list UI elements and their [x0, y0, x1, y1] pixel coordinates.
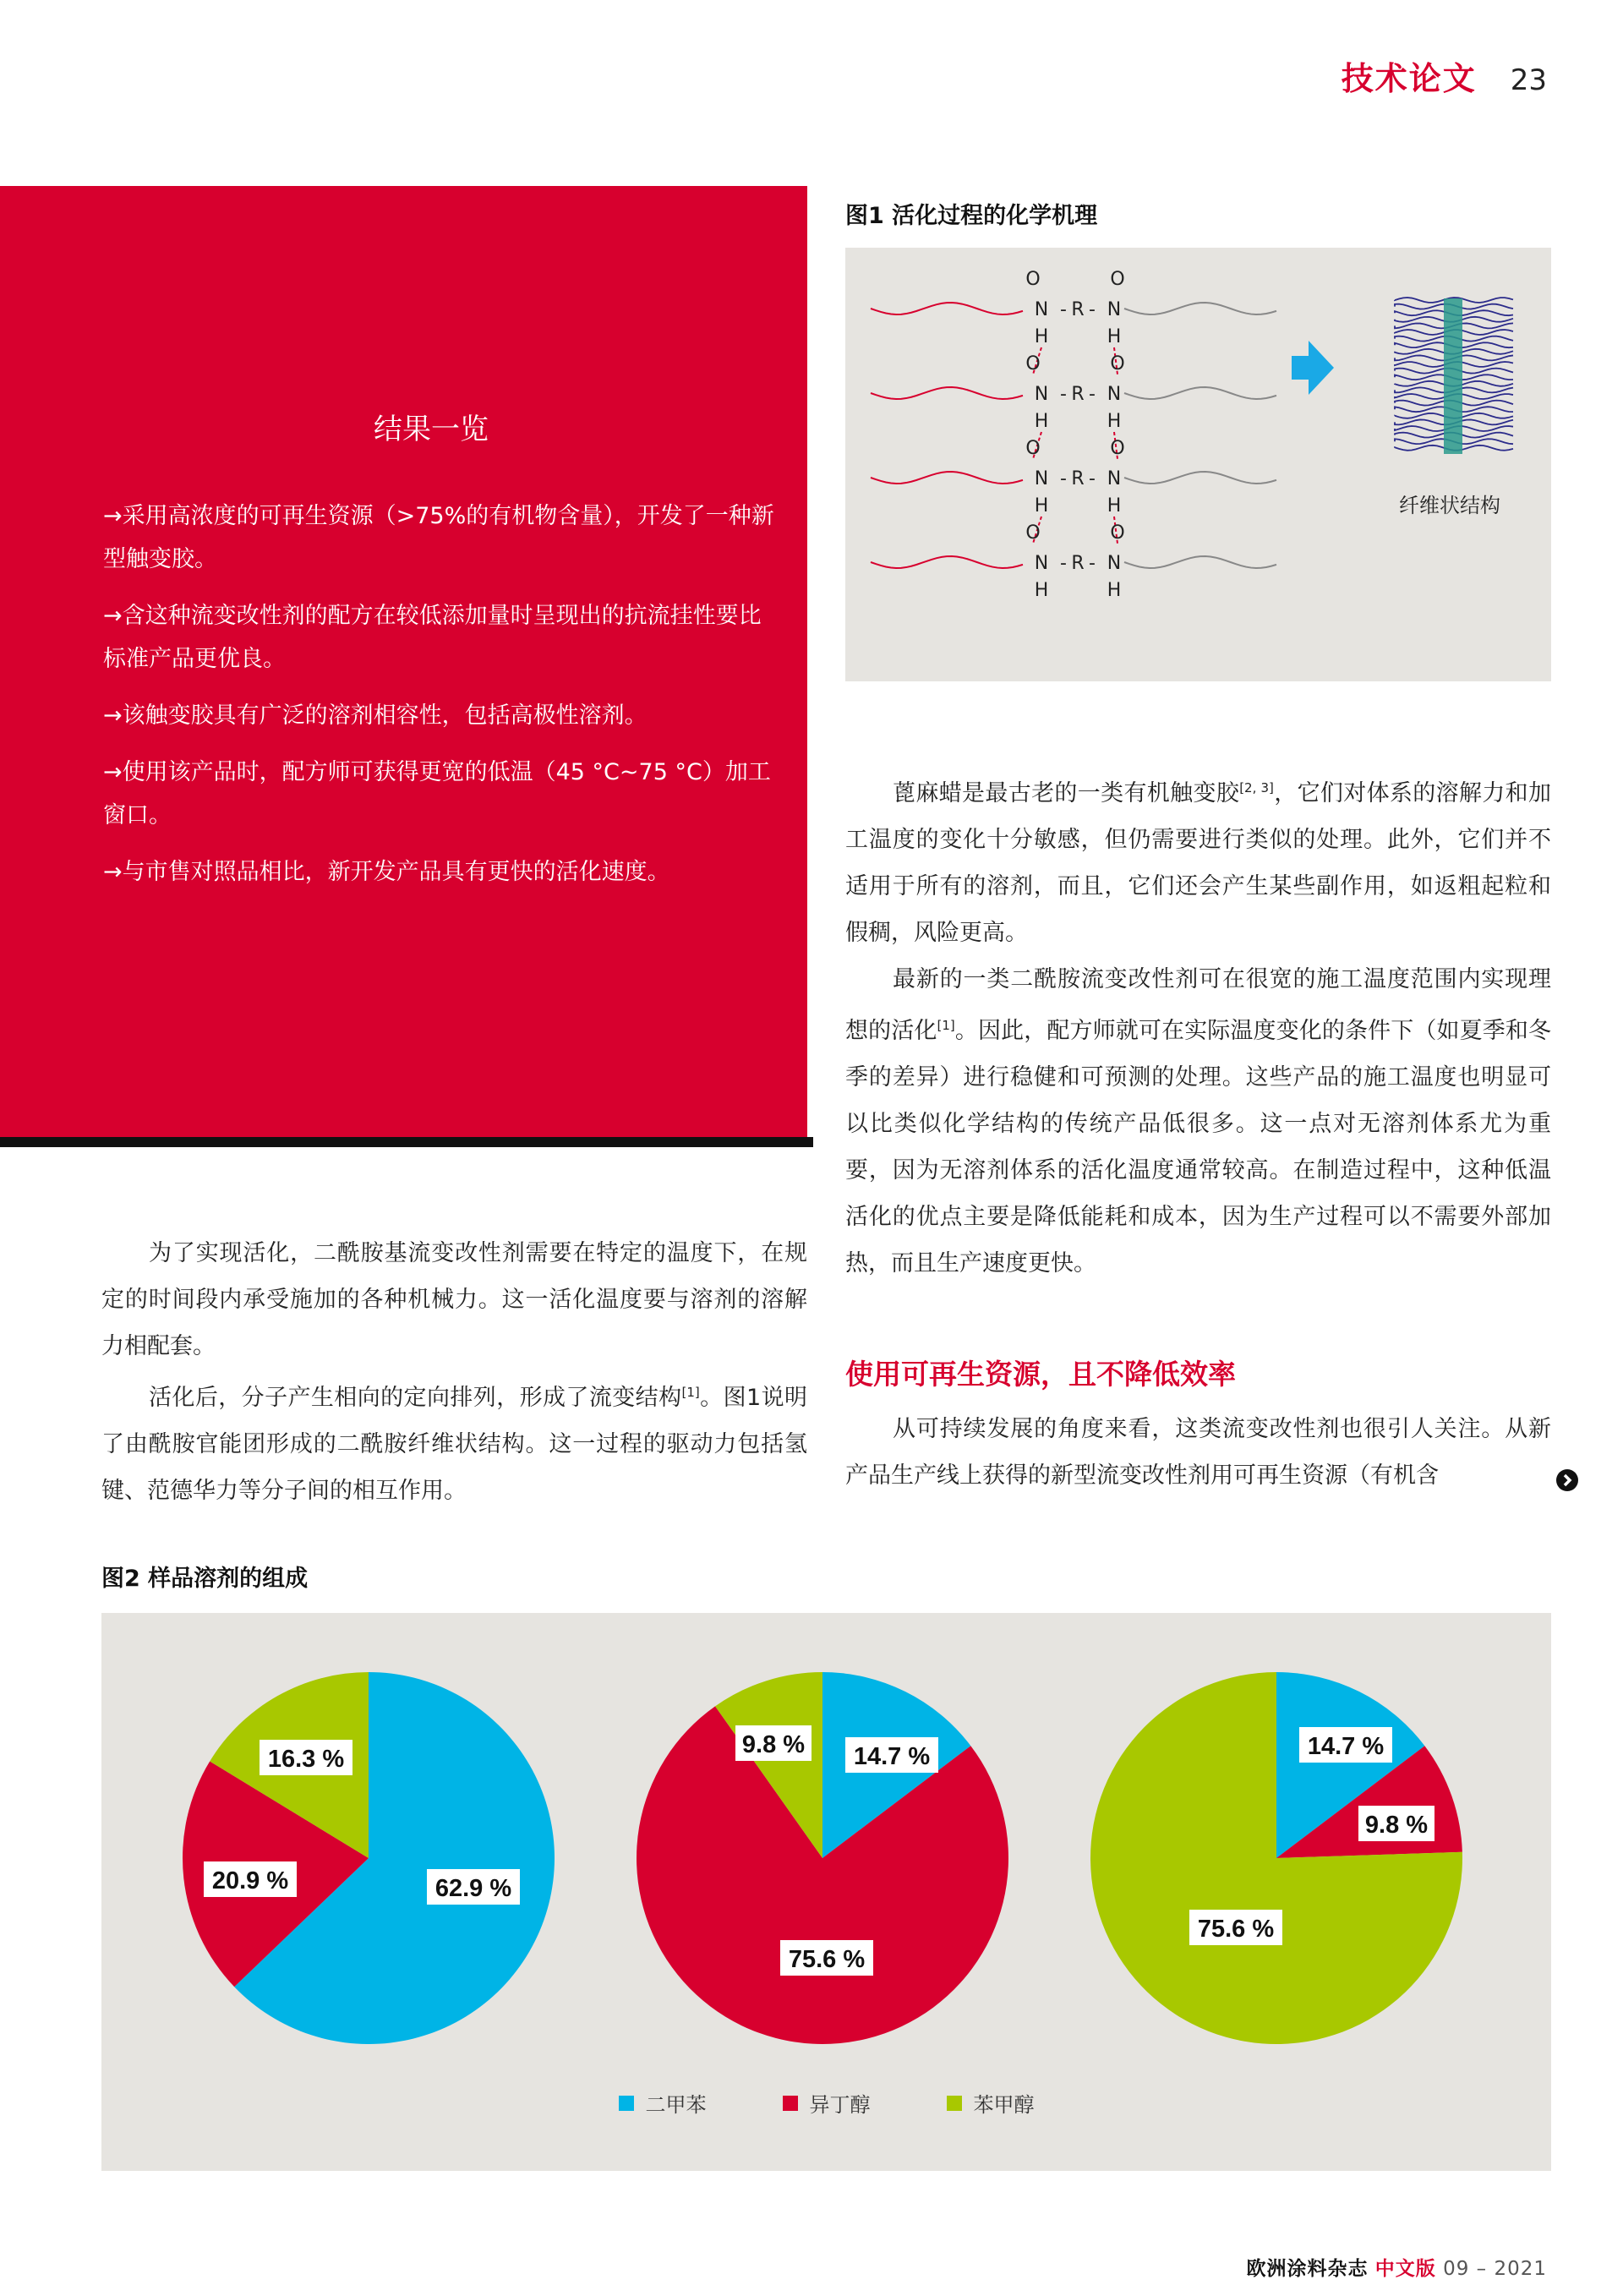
summary-item: →含这种流变改性剂的配方在较低添加量时呈现出的抗流挂性要比标准产品更优良。 [103, 603, 762, 672]
summary-list [103, 495, 779, 907]
polymer-chain-red [871, 303, 1023, 314]
atom-r: R [1071, 384, 1085, 405]
polymer-chain-red [871, 387, 1023, 399]
citation: [1] [681, 1385, 700, 1400]
paragraph: 从可持续发展的角度来看，这类流变改性剂也很引人关注。从新产品生产线上获得的新型流变改性剂用可再生资源（有机含 [845, 1416, 1551, 1489]
atom-r: R [1071, 468, 1085, 489]
pie-label: 62.9 % [434, 1875, 512, 1902]
atom-h: H [1107, 580, 1122, 601]
atom-o: O [1025, 522, 1041, 544]
pie-label: 20.9 % [211, 1867, 289, 1894]
bond: - [1089, 384, 1096, 405]
legend-item: 苯甲醇 [947, 2088, 1035, 2118]
figure1-caption: 图1 活化过程的化学机理 [845, 203, 1098, 229]
pie-label: 75.6 % [1197, 1916, 1275, 1943]
bond: - [1089, 468, 1096, 489]
section-heading: 使用可再生资源，且不降低效率 [845, 1358, 1236, 1391]
page-header [1342, 52, 1547, 99]
citation: [1] [937, 1018, 955, 1033]
magazine-name: 欧洲涂料杂志 [1246, 2258, 1369, 2280]
atom-o: O [1110, 269, 1125, 290]
legend-swatch [783, 2096, 798, 2111]
pie-label: 14.7 % [1307, 1733, 1385, 1760]
summary-item: →与市售对照品相比，新开发产品具有更快的活化速度。 [103, 859, 670, 885]
bond: - [1060, 299, 1067, 320]
atom-o: O [1025, 353, 1041, 374]
bond: - [1060, 468, 1067, 489]
legend-swatch [947, 2096, 962, 2111]
left-column-text [101, 1230, 807, 1514]
bond: - [1089, 299, 1096, 320]
atom-o: O [1110, 353, 1125, 374]
edition-label: 中文版 [1374, 2258, 1436, 2280]
polymer-chain-grey [1124, 556, 1276, 568]
continue-arrow-icon [1555, 1468, 1579, 1495]
fiber-core [1444, 298, 1462, 454]
atom-h: H [1034, 580, 1049, 601]
atom-h: H [1034, 495, 1049, 517]
atom-o: O [1025, 438, 1041, 459]
arrow-right-icon [1292, 341, 1334, 395]
fiber-structure-diagram [1395, 298, 1513, 454]
paragraph: 蓖麻蜡是最古老的一类有机触变胶[2, 3]，它们对体系的溶解力和加工温度的变化十分敏感，但仍需要进行类似的处理。此外，它们并不适用于所有的溶剂，而且，它们还会产生某些副作用，如返粗起粒和假稠，风险更高。 [845, 780, 1552, 946]
atom-r: R [1071, 553, 1085, 574]
right-column-text-2 [845, 1406, 1551, 1499]
summary-title: 结果一览 [374, 413, 489, 446]
bond: - [1089, 553, 1096, 574]
atom-h: H [1034, 411, 1049, 432]
atom-o: O [1025, 269, 1041, 290]
section-title: 技术论文 [1341, 60, 1477, 97]
bond: - [1060, 553, 1067, 574]
pie-label: 9.8 % [741, 1731, 806, 1758]
summary-item: →该触变胶具有广泛的溶剂相容性，包括高极性溶剂。 [103, 702, 648, 729]
bond: - [1060, 384, 1067, 405]
pie-label: 16.3 % [267, 1746, 345, 1773]
legend-item: 异丁醇 [783, 2088, 871, 2118]
figure1-panel [845, 248, 1551, 681]
pie-label: 75.6 % [788, 1946, 866, 1973]
atom-h: H [1034, 326, 1049, 347]
atom-r: R [1071, 299, 1085, 320]
polymer-chain-red [871, 556, 1023, 568]
pie-charts [101, 1613, 1551, 2086]
page-number: 23 [1510, 63, 1547, 97]
diamide-chains [871, 269, 1276, 601]
atom-n: N [1034, 299, 1049, 320]
legend-item: 二甲苯 [619, 2088, 707, 2118]
summary-box-shadow [0, 1137, 813, 1147]
paragraph: 最新的一类二酰胺流变改性剂可在很宽的施工温度范围内实现理想的活化[1]。因此，配方师就可在实际温度变化的条件下（如夏季和冬季的差异）进行稳健和可预测的处理。这些产品的施工温度也明显可以比类似化学结构的传统产品低很多。这一点对无溶剂体系尤为重要，因为无溶剂体系的活化温度通常较高。在制造过程中，这种低温活化的优点主要是降低能耗和成本，因为生产过程可以不需要外部加热，而且生产速度更快。 [845, 966, 1551, 1276]
citation: [2, 3] [1239, 780, 1274, 795]
figure2-caption: 图2 样品溶剂的组成 [101, 1566, 309, 1592]
atom-h: H [1107, 495, 1122, 517]
page-footer [1246, 2253, 1547, 2281]
right-column-text [845, 765, 1551, 1287]
atom-h: H [1107, 411, 1122, 432]
atom-n: N [1034, 553, 1049, 574]
atom-o: O [1110, 438, 1125, 459]
atom-o: O [1110, 522, 1125, 544]
polymer-chain-grey [1124, 387, 1276, 399]
polymer-chain-grey [1124, 472, 1276, 484]
fiber-label: 纤维状结构 [1399, 494, 1500, 517]
legend-swatch [619, 2096, 634, 2111]
summary-item: →使用该产品时，配方师可获得更宽的低温（45 °C~75 °C）加工窗口。 [103, 759, 771, 828]
atom-n: N [1107, 384, 1122, 405]
atom-n: N [1107, 553, 1122, 574]
paragraph: 为了实现活化，二酰胺基流变改性剂需要在特定的温度下，在规定的时间段内承受施加的各种机械力。这一活化温度要与溶剂的溶解力相配套。 [101, 1240, 807, 1359]
chart-legend [101, 2088, 1551, 2118]
figure1-diagram [845, 248, 1551, 681]
paragraph: 活化后，分子产生相向的定向排列，形成了流变结构[1]。图1说明了由酰胺官能团形成的二酰胺纤维状结构。这一过程的驱动力包括氢键、范德华力等分子间的相互作用。 [101, 1385, 807, 1504]
atom-h: H [1107, 326, 1122, 347]
summary-item: →采用高浓度的可再生资源（>75%的有机物含量），开发了一种新型触变胶。 [103, 503, 774, 572]
pie-label: 14.7 % [853, 1743, 931, 1770]
issue-label: 09 – 2021 [1443, 2258, 1547, 2280]
pie-label: 9.8 % [1364, 1812, 1429, 1839]
atom-n: N [1034, 468, 1049, 489]
atom-n: N [1107, 468, 1122, 489]
polymer-chain-grey [1124, 303, 1276, 314]
polymer-chain-red [871, 472, 1023, 484]
atom-n: N [1034, 384, 1049, 405]
atom-n: N [1107, 299, 1122, 320]
